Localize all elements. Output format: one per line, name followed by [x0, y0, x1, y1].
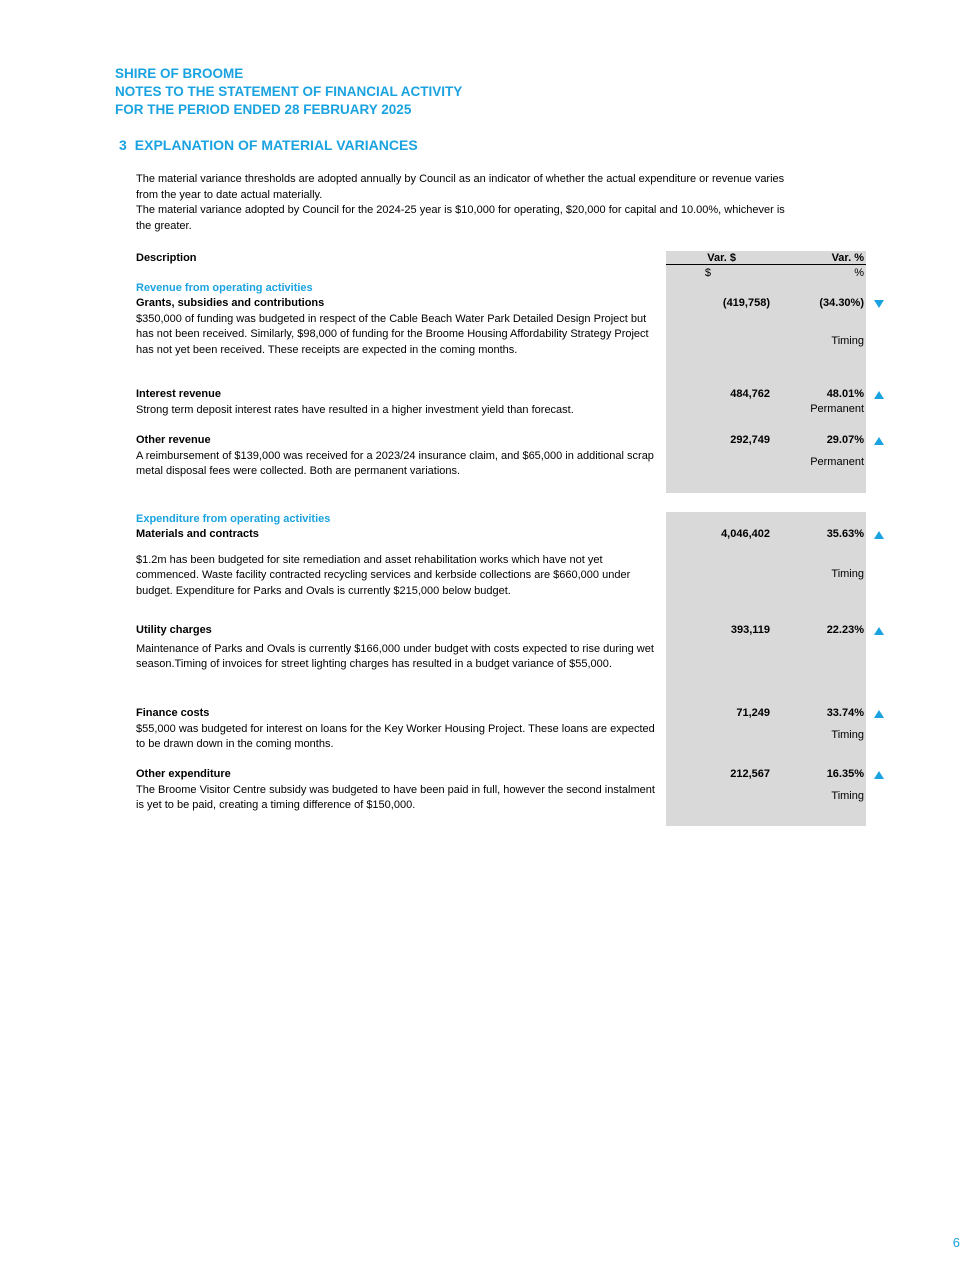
row-var-amount: 393,119 [730, 624, 770, 636]
row-description: Strong term deposit interest rates have resulted in a higher investment yield than forecast. [136, 404, 574, 416]
page-number: 6 [952, 1235, 960, 1250]
row-classification: Timing [831, 335, 864, 347]
row-var-percent: 33.74% [826, 707, 864, 719]
column-var-amount-header: Var. $ [707, 252, 736, 264]
report-period-title: FOR THE PERIOD ENDED 28 FEBRUARY 2025 [115, 102, 412, 117]
variance-up-arrow-icon [872, 389, 886, 401]
variance-down-arrow-icon [872, 298, 886, 310]
section-heading [119, 137, 418, 153]
unit-percent: % [854, 267, 864, 279]
row-classification: Permanent [810, 456, 864, 468]
row-var-percent: 29.07% [826, 434, 864, 446]
header-rule [666, 264, 866, 265]
row-description: $350,000 of funding was budgeted in respect of the Cable Beach Water Park Detailed Design Project but has not been received. Similarly, $98,000 of funding for the Broome Housing Affordability Strategy Project has not yet been received. These receipts are expected in the coming months. [136, 313, 649, 356]
variance-up-arrow-icon [872, 435, 886, 447]
row-title: Finance costs [136, 707, 210, 719]
row-classification: Permanent [810, 403, 864, 415]
row-description: The Broome Visitor Centre subsidy was budgeted to have been paid in full, however the second instalment is yet to be paid, creating a timing difference of $150,000. [136, 784, 655, 812]
intro-paragraph-2: The material variance adopted by Council for the 2024-25 year is $10,000 for operating, $20,000 for capital and 10.00%, whichever is the greater. [136, 204, 785, 232]
variance-up-arrow-icon [872, 529, 886, 541]
variance-up-arrow-icon [872, 769, 886, 781]
row-var-amount: 484,762 [730, 388, 770, 400]
report-notes-title: NOTES TO THE STATEMENT OF FINANCIAL ACTIVITY [115, 84, 463, 99]
row-classification: Timing [831, 790, 864, 802]
row-var-percent: 16.35% [826, 768, 864, 780]
variance-up-arrow-icon [872, 708, 886, 720]
row-var-amount: 212,567 [730, 768, 770, 780]
row-var-percent: 48.01% [826, 388, 864, 400]
row-description: A reimbursement of $139,000 was received for a 2023/24 insurance claim, and $65,000 in additional scrap metal disposal fees were collected. Both are permanent variations. [136, 450, 654, 478]
row-var-amount: (419,758) [722, 297, 770, 309]
row-var-amount: 292,749 [730, 434, 770, 446]
column-description-header: Description [136, 252, 197, 264]
row-title: Other revenue [136, 434, 211, 446]
row-description: $55,000 was budgeted for interest on loans for the Key Worker Housing Project. These loans are expected to be drawn down in the coming months. [136, 723, 655, 751]
column-var-percent-header: Var. % [831, 252, 864, 264]
row-title: Utility charges [136, 624, 212, 636]
row-var-percent: 35.63% [826, 528, 864, 540]
expenditure-section-heading: Expenditure from operating activities [136, 513, 331, 525]
intro-text [136, 172, 796, 234]
report-org-title: SHIRE OF BROOME [115, 66, 244, 81]
section-title: EXPLANATION OF MATERIAL VARIANCES [134, 137, 418, 153]
row-description: Maintenance of Parks and Ovals is currently $166,000 under budget with costs expected to rise during wet season.Timing of invoices for street lighting charges has resulted in a budget variance of $55,000. [136, 643, 654, 671]
revenue-section-heading: Revenue from operating activities [136, 282, 313, 294]
row-classification: Timing [831, 729, 864, 741]
row-description: $1.2m has been budgeted for site remediation and asset rehabilitation works which have not yet commenced. Waste facility contracted recycling services and kerbside collections are $660,000 under budget. Expenditure for Parks and Ovals is currently $215,000 below budget. [136, 554, 631, 597]
row-var-percent: 22.23% [826, 624, 864, 636]
section-number: 3 [119, 137, 127, 153]
row-title: Materials and contracts [136, 528, 259, 540]
row-var-percent: (34.30%) [819, 297, 864, 309]
row-title: Grants, subsidies and contributions [136, 297, 325, 309]
variance-up-arrow-icon [872, 625, 886, 637]
intro-paragraph-1: The material variance thresholds are adopted annually by Council as an indicator of whether the actual expenditure or revenue varies from the year to date actual materially. [136, 173, 785, 201]
unit-amount: $ [704, 267, 711, 279]
row-var-amount: 4,046,402 [721, 528, 770, 540]
row-title: Interest revenue [136, 388, 221, 400]
row-var-amount: 71,249 [736, 707, 770, 719]
row-classification: Timing [831, 568, 864, 580]
row-title: Other expenditure [136, 768, 231, 780]
